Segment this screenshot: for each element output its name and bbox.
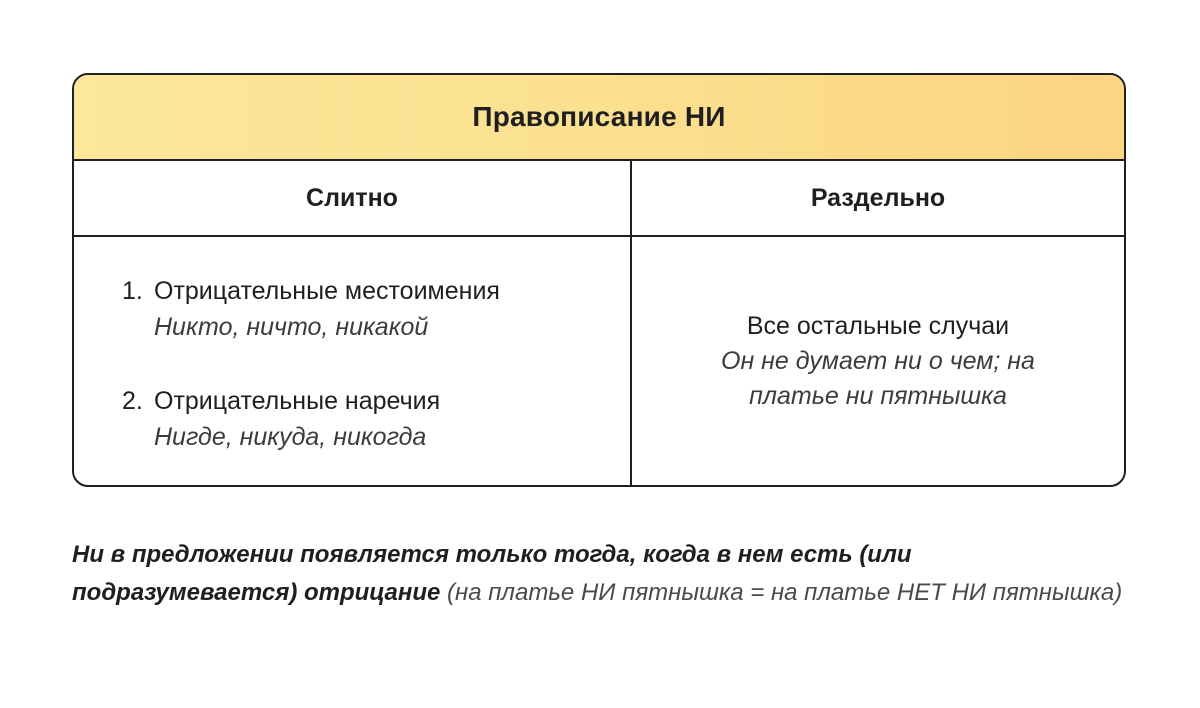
list-item-rule: Отрицательные местоимения: [154, 277, 500, 305]
list-item-number: 1.: [122, 277, 143, 305]
separate-rule: Все остальные случаи: [746, 312, 1010, 340]
separate-example: Он не думает ни о чем; на платье ни пятнышка: [721, 347, 1035, 410]
list-item-adverbs: [122, 383, 630, 455]
table-title-row: [74, 75, 1124, 161]
list-item-example: Никто, ничто, никакой: [154, 313, 429, 341]
footnote-rule: Ни в предложении появляется только тогда, когда в нем есть (или подразумевается) отрицание: [72, 541, 912, 606]
footnote-example: (на платье НИ пятнышка = на платье НЕТ НИ пятнышка): [440, 579, 1123, 606]
separate-cell: [632, 237, 1124, 485]
table-title: Правописание НИ: [472, 101, 726, 132]
column-header-together: Слитно: [74, 161, 632, 235]
list-item-rule: Отрицательные наречия: [154, 387, 441, 415]
footnote: [72, 536, 1132, 612]
list-item-number: 2.: [122, 387, 143, 415]
list-item-example: Нигде, никуда, никогда: [154, 423, 427, 451]
together-cell: [74, 237, 632, 485]
rule-table: [72, 73, 1126, 487]
column-header-separate: Раздельно: [810, 183, 946, 212]
list-item-pronouns: [122, 273, 630, 345]
table-body-row: [74, 237, 1124, 485]
table-header-row: [74, 161, 1124, 237]
